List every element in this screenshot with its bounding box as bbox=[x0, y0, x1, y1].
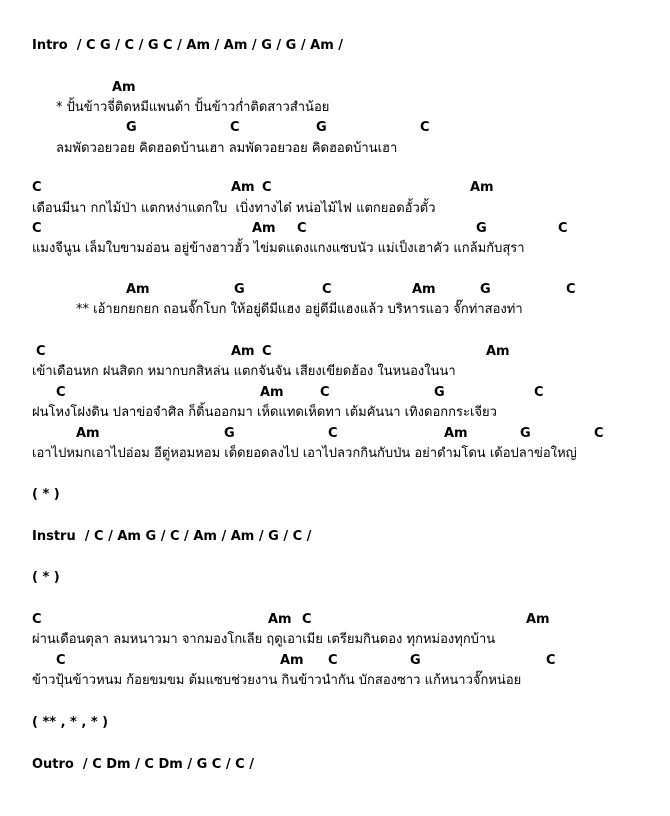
chord: C bbox=[32, 221, 42, 236]
chord: Am bbox=[486, 344, 510, 359]
repeat-marker: ( * ) bbox=[32, 570, 60, 585]
chord: C bbox=[262, 180, 272, 195]
chord: C bbox=[320, 385, 330, 400]
chord: Am bbox=[412, 282, 436, 297]
chord: C bbox=[594, 426, 604, 441]
chord: Am bbox=[260, 385, 284, 400]
chord: C bbox=[32, 612, 42, 627]
repeat-marker: ( * ) bbox=[32, 487, 60, 502]
lyric-line: เอาไปหมกเอาไปอ่อม อีตู่หอมหอม เด็ดยอดลงไป เอาไปลวกกินกับป่น อย่าดำมโดน เด้อปลาข่อใหญ่ bbox=[32, 446, 577, 461]
chord: C bbox=[558, 221, 568, 236]
intro-line: Intro / C G / C / G C / Am / Am / G / G / Am / bbox=[32, 38, 344, 53]
lyric-line: เดือนมีนา กกไม้ป่า แตกหง่าแตกใบ เบิ่งทางได๋ หน่อไม้ไฟ แตกยอดอั้วตั้ว bbox=[32, 201, 436, 216]
outro-line: Outro / C Dm / C Dm / G C / C / bbox=[32, 757, 254, 772]
chord: Am bbox=[231, 344, 255, 359]
chord: C bbox=[56, 385, 66, 400]
chord: C bbox=[230, 120, 240, 135]
chord: Am bbox=[76, 426, 100, 441]
chord: G bbox=[410, 653, 421, 668]
lyric-line: ผ่านเดือนตุลา ลมหนาวมา จากมองโกเลีย ฤดูเอาเมีย เตรียมกินดอง ทุกหม่องทุกบ้าน bbox=[32, 632, 496, 647]
chord: Am bbox=[126, 282, 150, 297]
chord: C bbox=[328, 653, 338, 668]
chord: G bbox=[476, 221, 487, 236]
chord: G bbox=[480, 282, 491, 297]
chord: Am bbox=[280, 653, 304, 668]
chord: C bbox=[328, 426, 338, 441]
chord: Am bbox=[112, 80, 136, 95]
lyric-line: * ปั้นข้าวจี่ติดหมีแพนด้า ปั้นข้าวก่ำติดสาวสำน้อย bbox=[56, 100, 330, 115]
chord: C bbox=[420, 120, 430, 135]
chord: C bbox=[534, 385, 544, 400]
chord: Am bbox=[231, 180, 255, 195]
chord: Am bbox=[526, 612, 550, 627]
lyric-line: เข้าเดือนหก ฝนสิตก หมากบกสิหล่น แตกจันจัน เสียงเขียดฮ้อง ในหนองในนา bbox=[32, 364, 456, 379]
lyric-line: ลมพัดวอยวอย คิดฮอดบ้านเฮา ลมพัดวอยวอย คิดฮอดบ้านเฮา bbox=[56, 141, 398, 156]
chord: C bbox=[546, 653, 556, 668]
chord: C bbox=[297, 221, 307, 236]
chord: C bbox=[566, 282, 576, 297]
repeat-marker: ( ** , * , * ) bbox=[32, 715, 109, 730]
chord: G bbox=[234, 282, 245, 297]
chord: G bbox=[224, 426, 235, 441]
lyric-line: ข้าวปุ้นข้าวหนม ก้อยขมขม ต้มแซบช่วยงาน กินข้าวนำกัน บักสองซาว แก้หนาวจั๊กหน่อย bbox=[32, 673, 522, 688]
lyric-line: ** เอ้ายกยกยก ถอนจั๊กโบก ให้อยู่ดีมีแฮง อยู่ดีมีแฮงแล้ว บริหารแอว จั๊กท่าสองท่า bbox=[76, 302, 523, 317]
chord: G bbox=[316, 120, 327, 135]
chord: G bbox=[434, 385, 445, 400]
chord: C bbox=[36, 344, 46, 359]
lyric-line: แมงจีนูน เล็มใบขามอ่อน อยู่ข้างฮาวฮั้ว ไข่มดแดงแกงแซบนัว แม่เป็งเฮาคัว แกล้มกับสุรา bbox=[32, 241, 525, 256]
chord: Am bbox=[444, 426, 468, 441]
chord: Am bbox=[268, 612, 292, 627]
chord: C bbox=[322, 282, 332, 297]
chord: C bbox=[56, 653, 66, 668]
chord: G bbox=[520, 426, 531, 441]
chord: C bbox=[32, 180, 42, 195]
chord: C bbox=[262, 344, 272, 359]
chord: C bbox=[302, 612, 312, 627]
instru-line: Instru / C / Am G / C / Am / Am / G / C / bbox=[32, 529, 312, 544]
lyric-line: ฝนโหงโฝงดิน ปลาข่อจำศิล ก็ดิ้นออกมา เห็ดแทดเห็ดทา เต้มคันนา เทิงดอกกระเจียว bbox=[32, 405, 497, 420]
chord: Am bbox=[252, 221, 276, 236]
chord: G bbox=[126, 120, 137, 135]
chord: Am bbox=[470, 180, 494, 195]
